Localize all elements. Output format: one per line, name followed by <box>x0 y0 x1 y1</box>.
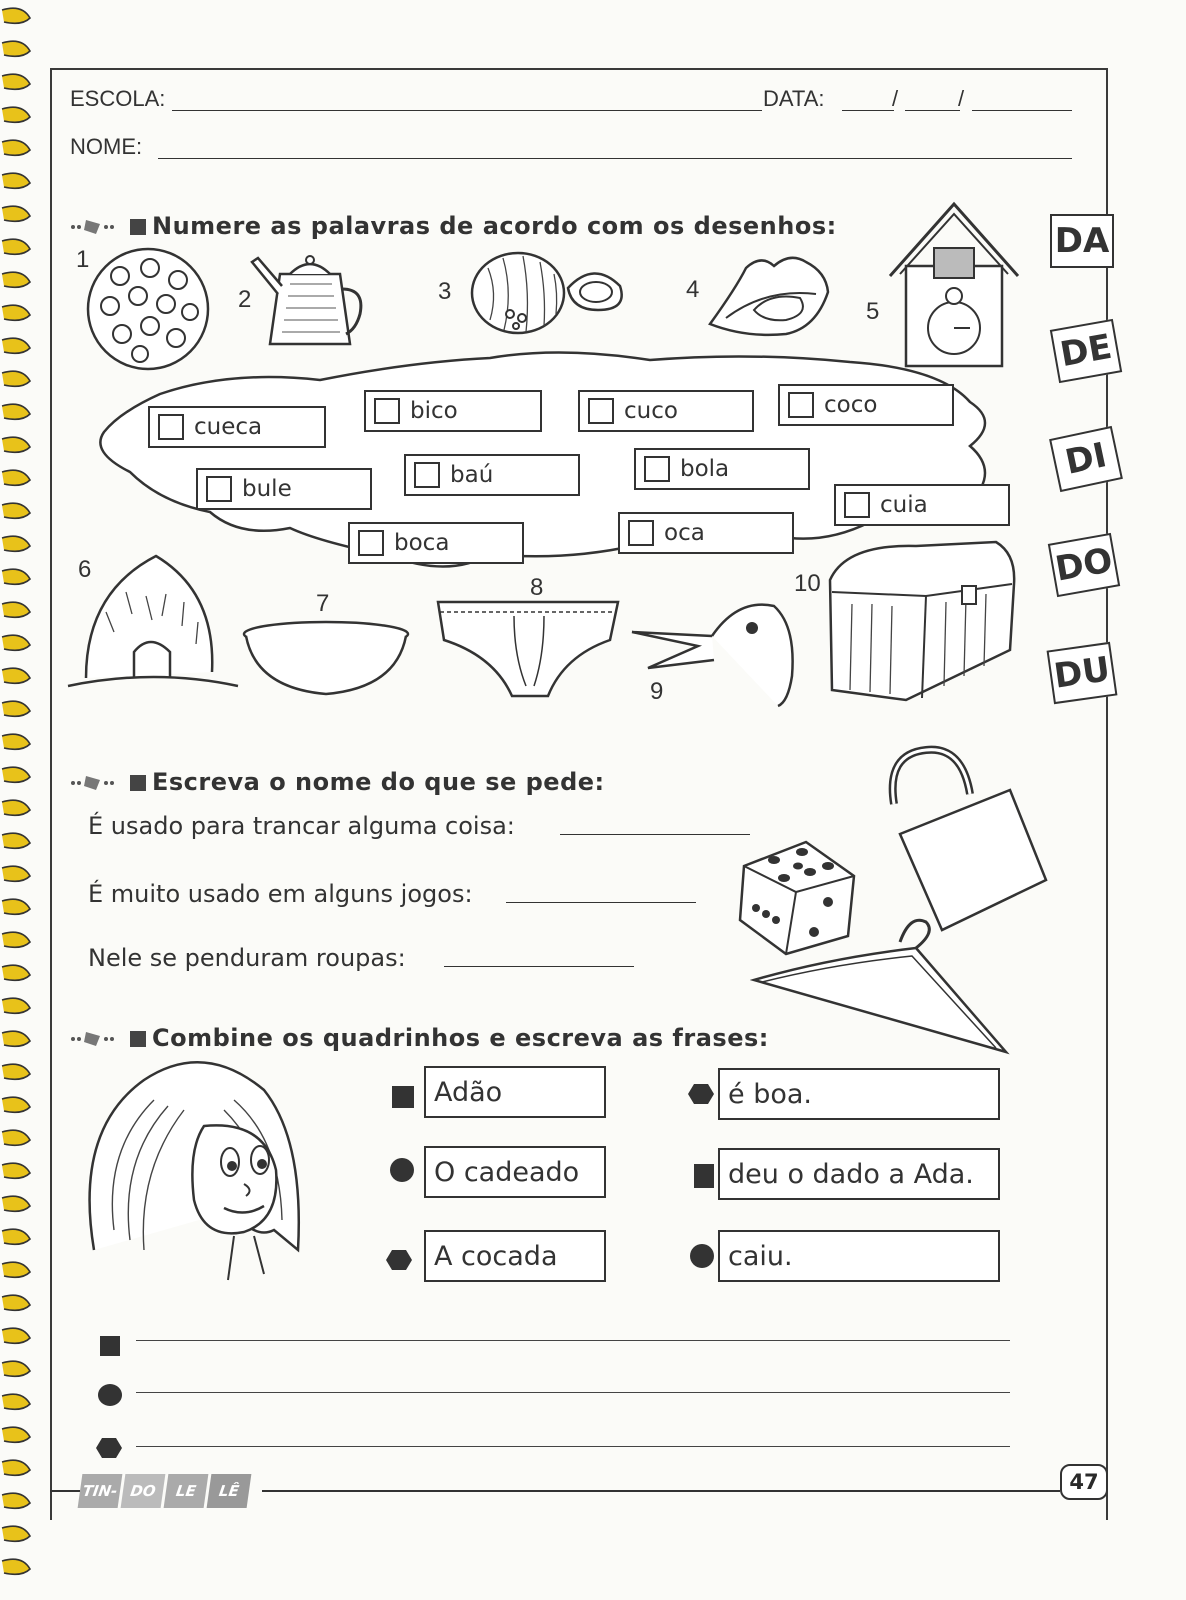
sentence-writing-line[interactable] <box>136 1446 1010 1447</box>
square-marker-icon <box>392 1086 414 1108</box>
spiral-ring <box>2 701 30 716</box>
question-lock: É usado para trancar alguma coisa: <box>88 812 515 840</box>
word-box <box>404 454 580 496</box>
spiral-ring <box>2 569 30 584</box>
spiral-ring <box>2 305 30 320</box>
question-dice: É muito usado em alguns jogos: <box>88 880 473 908</box>
word-box <box>364 390 542 432</box>
square-marker-icon <box>100 1336 120 1356</box>
pencil-bullet-icon <box>70 772 126 794</box>
right-phrase-box: caiu. <box>718 1230 1000 1282</box>
picture-number: 5 <box>866 298 880 325</box>
spiral-ring <box>2 1196 30 1211</box>
pencil-bullet-icon <box>70 216 126 238</box>
section2-title: Escreva o nome do que se pede: <box>152 768 605 796</box>
word-label: bico <box>410 398 458 424</box>
spiral-ring <box>2 668 30 683</box>
picture-number: 9 <box>650 678 664 705</box>
word-box <box>578 390 754 432</box>
spiral-ring <box>2 371 30 386</box>
answer-line-lock[interactable] <box>560 834 750 835</box>
word-label: coco <box>824 392 878 418</box>
word-label: cuco <box>624 398 678 424</box>
number-checkbox[interactable] <box>628 520 654 546</box>
spiral-ring <box>2 1361 30 1376</box>
picture-number: 8 <box>530 574 544 601</box>
logo-block: TIN- <box>78 1474 123 1508</box>
hexagon-marker-icon <box>96 1436 122 1460</box>
syllable-card: DU <box>1047 642 1118 704</box>
left-phrase-box: O cadeado <box>424 1146 606 1198</box>
date-year-line[interactable] <box>972 110 1072 111</box>
number-checkbox[interactable] <box>588 398 614 424</box>
name-input-line[interactable] <box>158 158 1072 159</box>
hut-picture <box>66 552 242 692</box>
coconut-picture <box>468 248 628 338</box>
picture-number: 7 <box>316 590 330 617</box>
spiral-ring <box>2 932 30 947</box>
spiral-ring <box>2 1559 30 1574</box>
spiral-ring <box>2 800 30 815</box>
syllable-card: DE <box>1050 319 1122 383</box>
logo-block: LE <box>164 1474 209 1508</box>
spiral-ring <box>2 173 30 188</box>
number-checkbox[interactable] <box>358 530 384 556</box>
right-phrase-box: deu o dado a Ada. <box>718 1148 1000 1200</box>
bird-beak-picture <box>628 596 800 708</box>
spiral-ring <box>2 833 30 848</box>
syllable-card: DO <box>1048 533 1120 597</box>
footer-rule-left <box>50 1490 80 1492</box>
girl-face-picture <box>84 1050 306 1286</box>
spiral-ring <box>2 899 30 914</box>
number-checkbox[interactable] <box>206 476 232 502</box>
mouth-picture <box>706 248 834 340</box>
tindolele-logo <box>80 1474 252 1508</box>
footer-rule <box>262 1490 1060 1492</box>
sentence-writing-line[interactable] <box>136 1340 1010 1341</box>
spiral-ring <box>2 866 30 881</box>
word-box <box>634 448 810 490</box>
spiral-ring <box>2 635 30 650</box>
number-checkbox[interactable] <box>788 392 814 418</box>
hexagon-marker-icon <box>688 1082 714 1106</box>
date-label: DATA: <box>763 86 825 111</box>
section3-heading <box>70 1024 769 1052</box>
treasure-chest-picture <box>826 540 1018 702</box>
word-label: baú <box>450 462 494 488</box>
word-box <box>834 484 1010 526</box>
spiral-ring <box>2 206 30 221</box>
square-bullet-icon <box>130 1031 146 1047</box>
syllable-card: DI <box>1049 426 1123 492</box>
spiral-ring <box>2 1295 30 1310</box>
left-phrase-box: Adão <box>424 1066 606 1118</box>
date-sep-1: / <box>892 86 899 111</box>
logo-block: DO <box>121 1474 166 1508</box>
spiral-ring <box>2 140 30 155</box>
section1-title: Numere as palavras de acordo com os desenhos: <box>152 212 837 240</box>
date-day-line[interactable] <box>842 110 894 111</box>
section1-heading <box>70 212 837 240</box>
spiral-ring <box>2 1262 30 1277</box>
spiral-ring <box>2 338 30 353</box>
word-box <box>148 406 326 448</box>
number-checkbox[interactable] <box>644 456 670 482</box>
spiral-ring <box>2 1064 30 1079</box>
word-label: bola <box>680 456 730 482</box>
word-label: cuia <box>880 492 928 518</box>
number-checkbox[interactable] <box>158 414 184 440</box>
spiral-ring <box>2 1526 30 1541</box>
spiral-ring <box>2 734 30 749</box>
spiral-ring <box>2 998 30 1013</box>
left-phrase-box: A cocada <box>424 1230 606 1282</box>
spiral-ring <box>2 1031 30 1046</box>
spiral-ring <box>2 8 30 23</box>
spiral-ring <box>2 503 30 518</box>
spiral-ring <box>2 272 30 287</box>
answer-line-dice[interactable] <box>506 902 696 903</box>
section2-heading <box>70 768 605 796</box>
spiral-ring <box>2 1394 30 1409</box>
right-phrase-box: é boa. <box>718 1068 1000 1120</box>
spiral-ring <box>2 470 30 485</box>
teapot-picture <box>250 244 370 356</box>
picture-number: 1 <box>76 246 90 273</box>
spiral-ring <box>2 1097 30 1112</box>
picture-number: 2 <box>238 286 252 313</box>
date-sep-2: / <box>958 86 965 111</box>
spiral-ring <box>2 1163 30 1178</box>
hanger-picture <box>750 912 1012 1062</box>
picture-number: 10 <box>794 570 821 597</box>
word-box <box>618 512 794 554</box>
spiral-ring <box>2 965 30 980</box>
word-box <box>348 522 524 564</box>
logo-block: LÊ <box>207 1474 252 1508</box>
word-label: bule <box>242 476 292 502</box>
spiral-ring <box>2 74 30 89</box>
square-bullet-icon <box>130 775 146 791</box>
spiral-ring <box>2 1460 30 1475</box>
circle-marker-icon <box>98 1384 122 1406</box>
sentence-writing-line[interactable] <box>136 1392 1010 1393</box>
word-label: cueca <box>194 414 263 440</box>
spiral-ring <box>2 602 30 617</box>
word-box <box>778 384 954 426</box>
page-number: 47 <box>1060 1464 1108 1500</box>
square-bullet-icon <box>130 219 146 235</box>
spiral-ring <box>2 239 30 254</box>
school-input-line[interactable] <box>172 110 762 111</box>
number-checkbox[interactable] <box>844 492 870 518</box>
spiral-ring <box>2 1130 30 1145</box>
question-hanger: Nele se penduram roupas: <box>88 944 406 972</box>
section3-title: Combine os quadrinhos e escreva as frases: <box>152 1024 769 1052</box>
spiral-ring <box>2 536 30 551</box>
answer-line-hanger[interactable] <box>444 966 634 967</box>
word-label: oca <box>664 520 705 546</box>
spiral-ring <box>2 1427 30 1442</box>
spiral-ring <box>2 767 30 782</box>
school-label: ESCOLA: <box>70 86 166 111</box>
underwear-picture <box>434 596 622 706</box>
circle-marker-icon <box>390 1158 414 1182</box>
circle-marker-icon <box>690 1244 714 1268</box>
hexagon-marker-icon <box>386 1248 412 1272</box>
spiral-binding <box>0 0 40 1600</box>
bowl-picture <box>240 618 412 700</box>
spiral-ring <box>2 1328 30 1343</box>
picture-number: 6 <box>78 556 92 583</box>
picture-number: 3 <box>438 278 452 305</box>
pencil-bullet-icon <box>70 1028 126 1050</box>
spiral-ring <box>2 41 30 56</box>
square-marker-icon <box>694 1164 714 1188</box>
spiral-ring <box>2 107 30 122</box>
spiral-ring <box>2 437 30 452</box>
word-box <box>196 468 372 510</box>
spiral-ring <box>2 404 30 419</box>
spiral-ring <box>2 1229 30 1244</box>
spiral-ring <box>2 1493 30 1508</box>
padlock-picture <box>880 744 1050 934</box>
picture-number: 4 <box>686 276 700 303</box>
word-label: boca <box>394 530 450 556</box>
syllable-card: DA <box>1050 214 1114 268</box>
number-checkbox[interactable] <box>374 398 400 424</box>
date-month-line[interactable] <box>905 110 960 111</box>
number-checkbox[interactable] <box>414 462 440 488</box>
name-label: NOME: <box>70 134 143 159</box>
